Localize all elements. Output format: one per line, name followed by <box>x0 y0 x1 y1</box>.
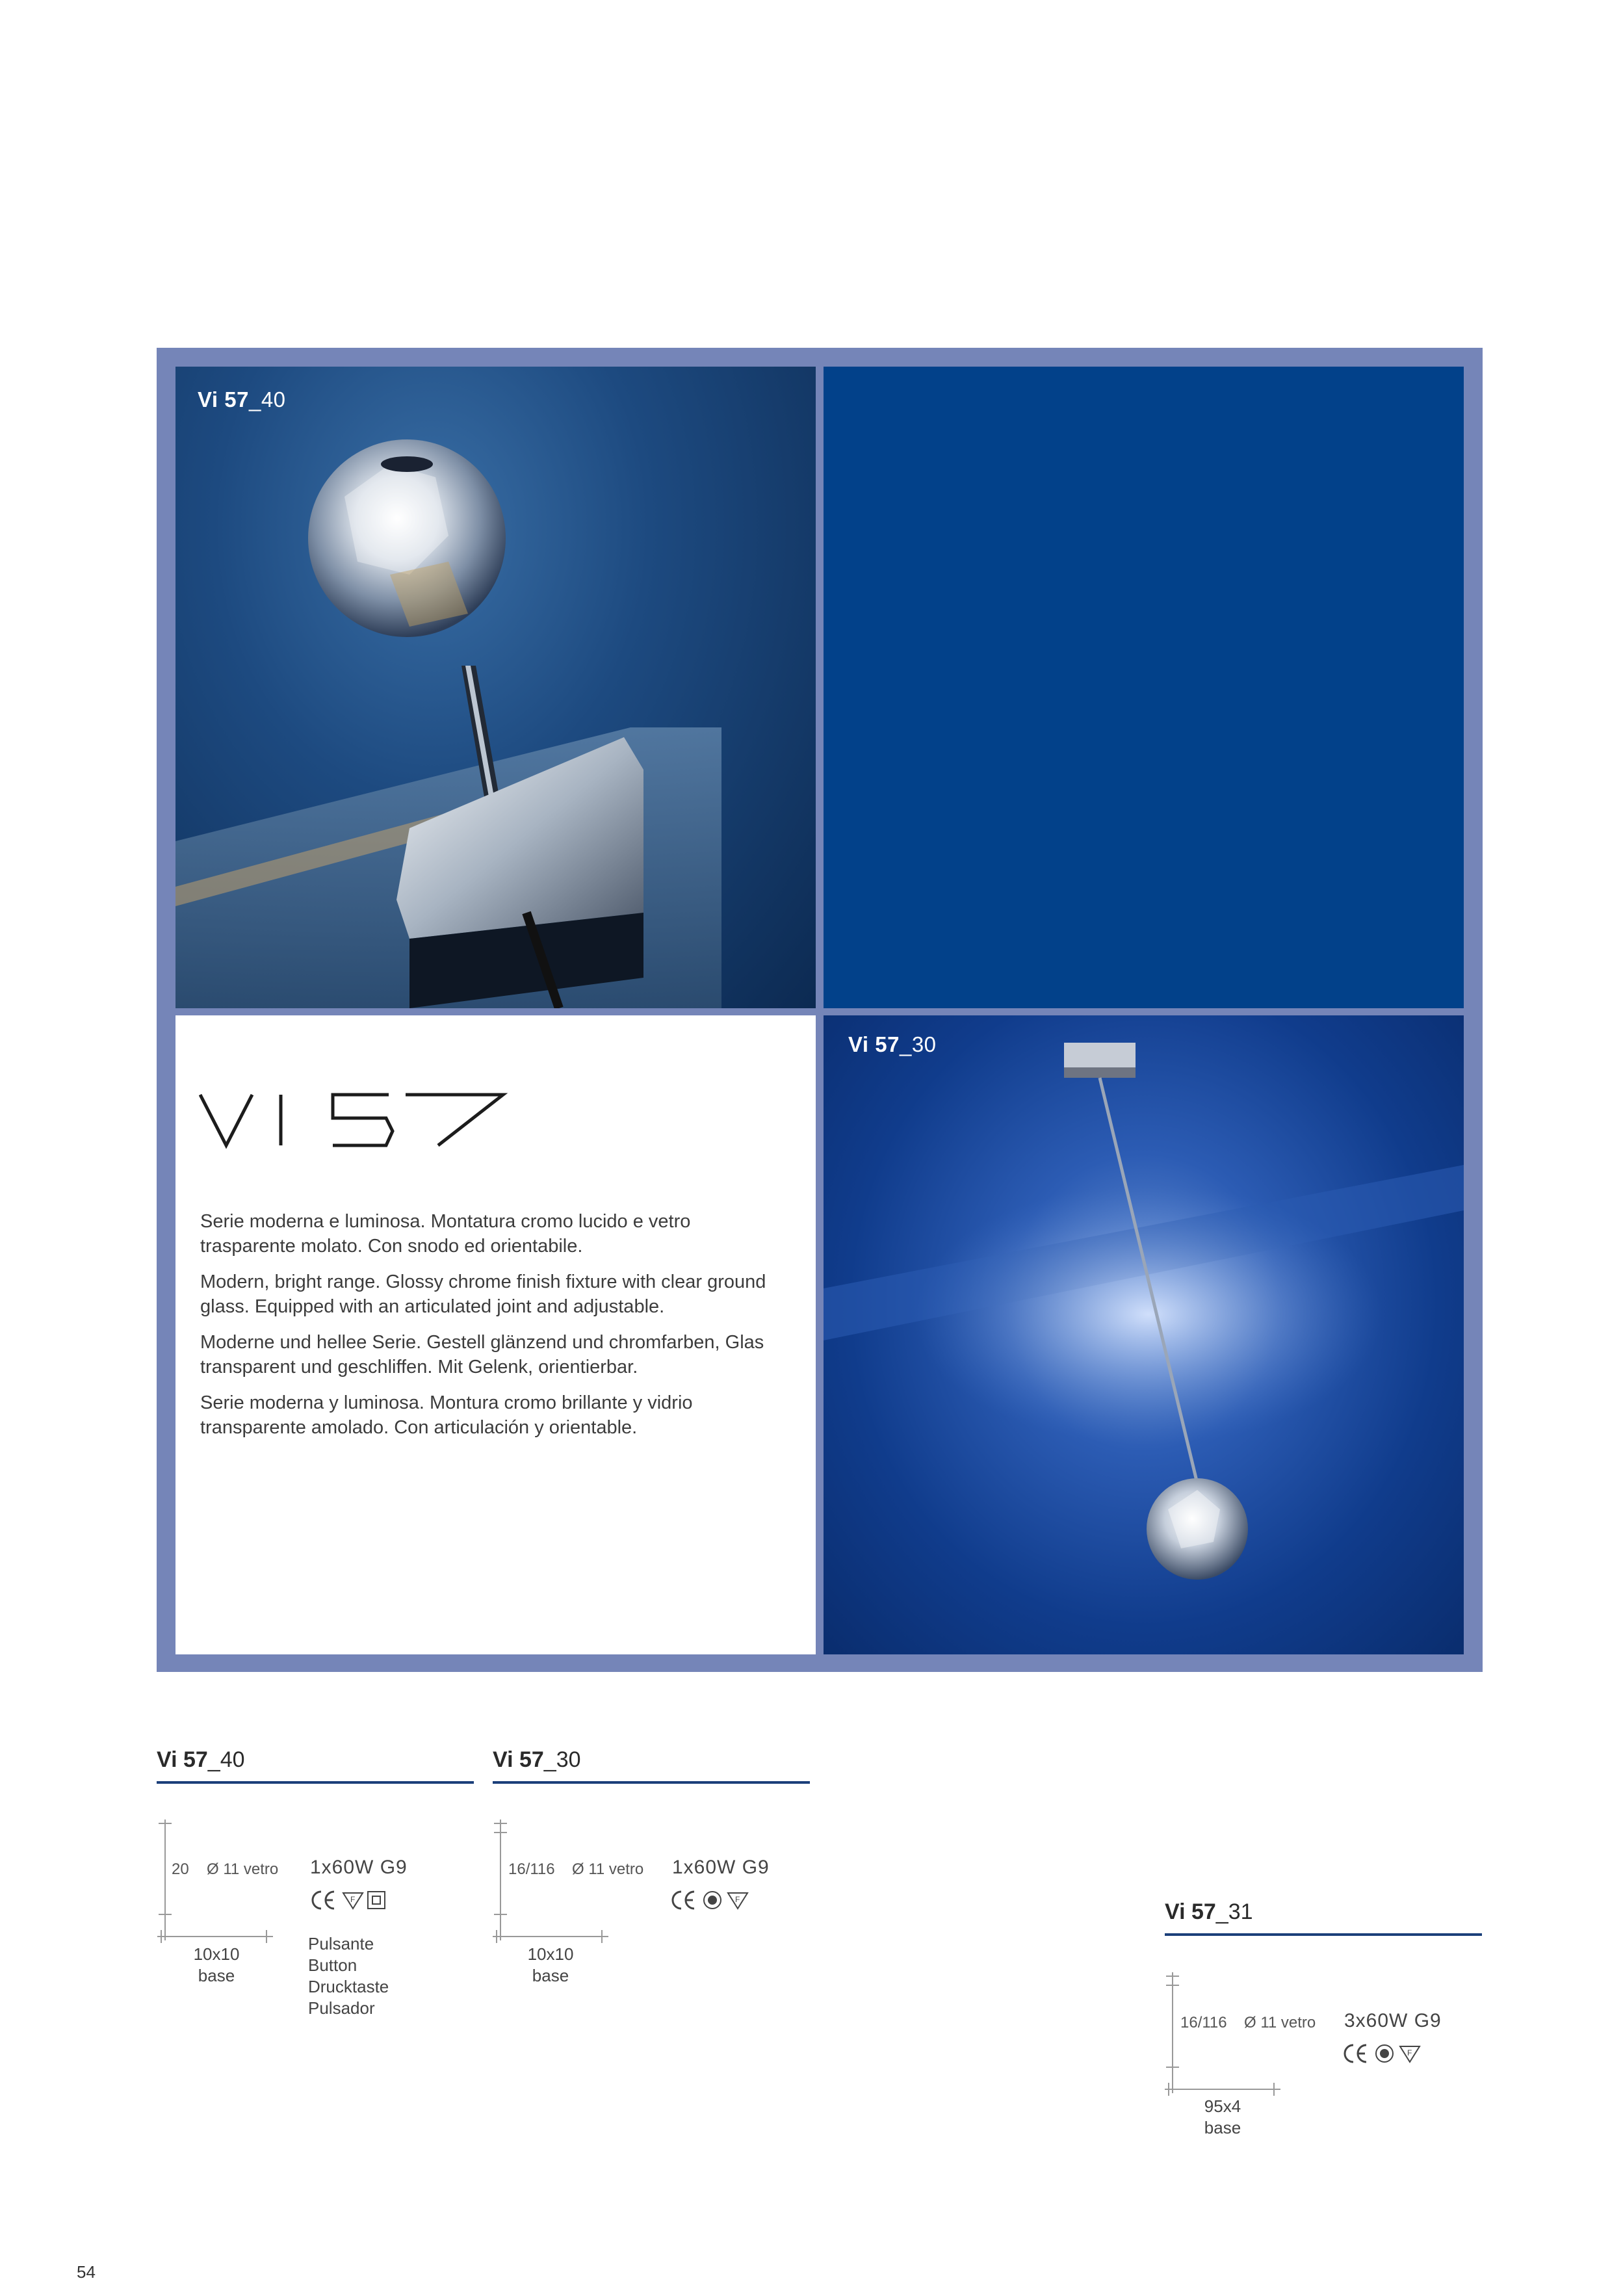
description-panel <box>175 1015 816 1654</box>
triangle-f-icon <box>343 1893 363 1909</box>
svg-text:F: F <box>735 1895 740 1904</box>
button-info <box>308 1933 389 2019</box>
height-value: 20 <box>172 1860 189 1878</box>
description-es: Serie moderna y luminosa. Montura cromo brillante y vidrio transparente amolado. Con articulación y orientable. <box>200 1392 693 1438</box>
base-dim-value: 95x4 <box>1204 2096 1241 2116</box>
certification-marks <box>1343 2041 1427 2067</box>
ce-mark-icon <box>1345 2045 1366 2062</box>
spec-rule <box>1165 1933 1482 1936</box>
product-hero-frame <box>157 348 1483 1672</box>
product-code-label: Vi 57_30 <box>848 1032 937 1056</box>
base-dimension <box>1180 2096 1265 2139</box>
certification-marks <box>311 1888 395 1914</box>
class-ii-icon <box>368 1892 385 1909</box>
button-label-de: Drucktaste <box>308 1977 389 1996</box>
dimension-lines <box>156 1817 286 1947</box>
base-label: base <box>532 1966 569 1985</box>
spec-title-vi57-30: Vi 57_30 <box>493 1747 581 1772</box>
spec-title-vi57-31: Vi 57_31 <box>1165 1899 1253 1924</box>
series-logo <box>199 1092 511 1157</box>
diameter-value: Ø 11 vetro <box>207 1860 279 1878</box>
diameter-value: Ø 11 vetro <box>1244 2014 1316 2031</box>
base-dim-value: 10x10 <box>193 1944 240 1964</box>
page-number: 54 <box>77 2262 96 2282</box>
power-value: 1x60W G9 <box>672 1857 770 1878</box>
base-dimension <box>508 1944 593 1987</box>
imq-icon <box>704 1892 721 1909</box>
table-lamp-illustration <box>175 367 816 1008</box>
product-description <box>200 1209 785 1451</box>
dimension-lines <box>1163 1970 1293 2100</box>
power-value: 3x60W G9 <box>1344 2010 1442 2031</box>
triangle-f-icon <box>728 1893 747 1909</box>
photo-table-lamp <box>175 367 816 1008</box>
button-label-it: Pulsante <box>308 1934 374 1953</box>
base-dim-value: 10x10 <box>527 1944 574 1964</box>
product-code-label: Vi 57_40 <box>198 387 286 411</box>
spec-title-vi57-40: Vi 57_40 <box>157 1747 245 1772</box>
ce-mark-icon <box>673 1892 694 1909</box>
description-it: Serie moderna e luminosa. Montatura cromo lucido e vetro trasparente molato. Con snodo ed orientabile. <box>200 1211 691 1257</box>
spec-rule <box>157 1781 474 1784</box>
svg-text:F: F <box>350 1895 356 1904</box>
color-block <box>824 367 1464 1008</box>
triangle-f-icon <box>1400 2046 1420 2062</box>
description-de: Moderne und hellee Serie. Gestell glänzend und chromfarben, Glas transparent und geschliffen. Mit Gelenk, orientierbar. <box>200 1332 764 1377</box>
description-en: Modern, bright range. Glossy chrome finish fixture with clear ground glass. Equipped with an articulated joint and adjustable. <box>200 1272 766 1317</box>
base-dimension <box>174 1944 259 1987</box>
height-value: 16/116 <box>1180 2014 1227 2031</box>
imq-icon <box>1376 2045 1393 2062</box>
power-value: 1x60W G9 <box>310 1857 408 1878</box>
button-label-en: Button <box>308 1955 357 1975</box>
svg-text:F: F <box>1407 2048 1412 2057</box>
ce-mark-icon <box>313 1892 334 1909</box>
diameter-value: Ø 11 vetro <box>572 1860 644 1878</box>
spec-rule <box>493 1781 810 1784</box>
button-label-es: Pulsador <box>308 1998 375 2018</box>
dimension-lines <box>491 1817 621 1947</box>
photo-pendant-lamp <box>824 1015 1464 1654</box>
base-label: base <box>198 1966 235 1985</box>
base-label: base <box>1204 2118 1241 2137</box>
height-value: 16/116 <box>508 1860 555 1878</box>
certification-marks <box>671 1888 755 1914</box>
pendant-lamp-illustration <box>824 1015 1464 1654</box>
